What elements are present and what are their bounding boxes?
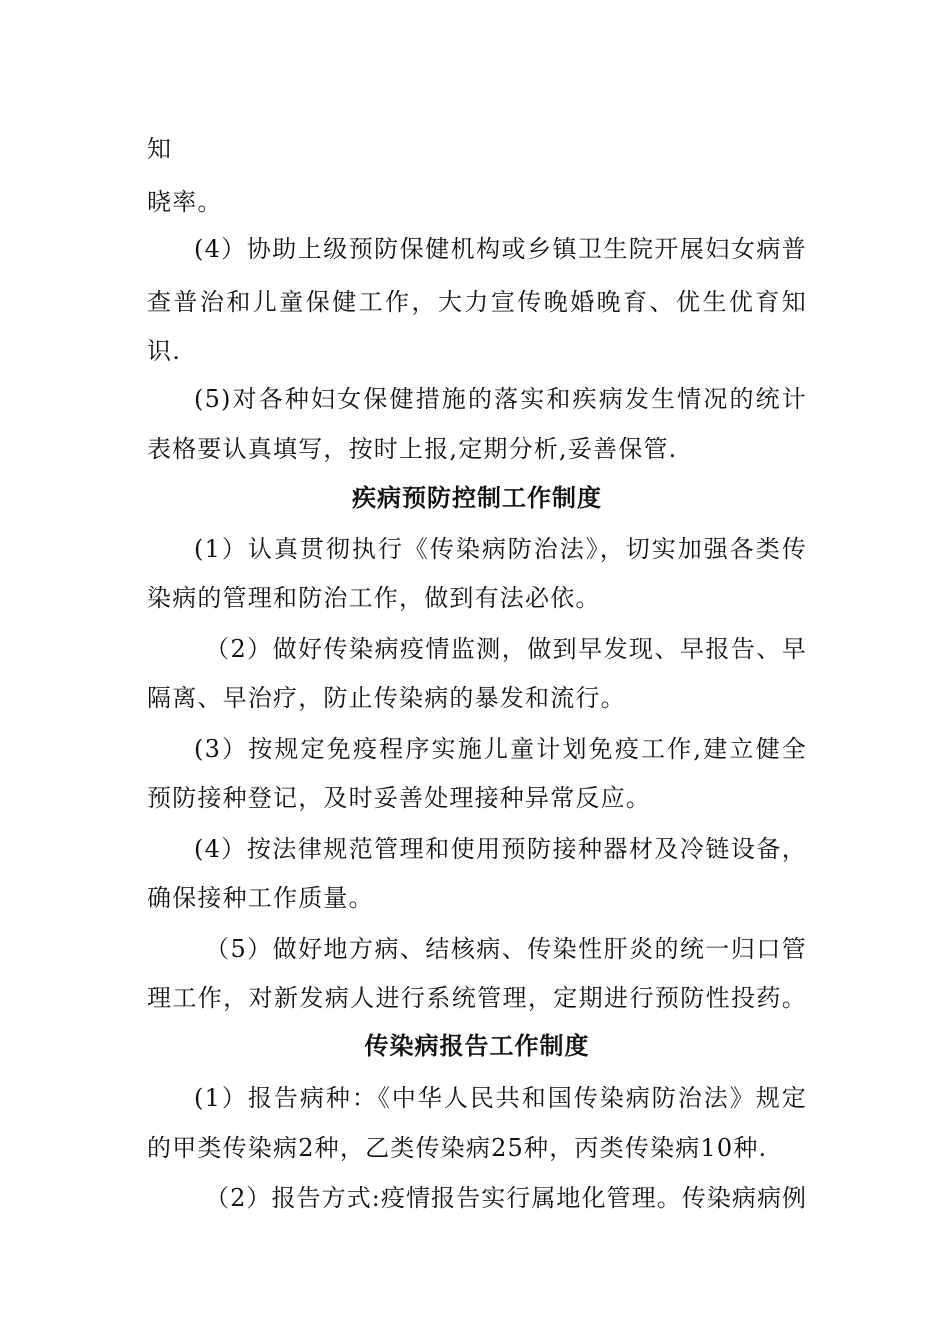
paragraph-start-line: (1）认真贯彻执行《传染病防治法》，切实加强各类传 (194, 535, 807, 563)
text-line: 知 (147, 135, 173, 163)
text-line: 的甲类传染病2种，乙类传染病25种，丙类传染病10种. (147, 1134, 768, 1162)
paragraph-start-line: （5）做好地方病、结核病、传染性肝炎的统一归口管 (205, 935, 807, 963)
text-line: 隔离、早治疗，防止传染病的暴发和流行。 (147, 684, 626, 712)
text-line: 表格要认真填写，按时上报,定期分析,妥善保管. (147, 435, 678, 463)
paragraph-start-line: (4）按法律规范管理和使用预防接种器材及冷链设备， (194, 835, 807, 863)
text-line: 确保接种工作质量。 (147, 884, 374, 912)
paragraph-start-line: (3）按规定免疫程序实施儿童计划免疫工作,建立健全 (194, 735, 807, 763)
paragraph-start-line: (4）协助上级预防保健机构或乡镇卫生院开展妇女病普 (194, 235, 807, 263)
paragraph-start-line: （2）报告方式:疫情报告实行属地化管理。传染病病例 (205, 1184, 807, 1212)
text-line: 识. (147, 337, 182, 365)
text-line: 预防接种登记，及时妥善处理接种异常反应。 (147, 784, 651, 812)
paragraph-start-line: （2）做好传染病疫情监测，做到早发现、早报告、早 (205, 635, 807, 663)
text-line: 染病的管理和防治工作，做到有法必依。 (147, 584, 601, 612)
paragraph-start-line: (5)对各种妇女保健措施的落实和疾病发生情况的统计 (194, 385, 807, 413)
text-line: 晓率。 (147, 188, 223, 216)
text-line: 查普治和儿童保健工作，大力宣传晚婚晚育、优生优育知 (147, 288, 807, 316)
text-line: 理工作，对新发病人进行系统管理，定期进行预防性投药。 (147, 984, 807, 1012)
section-heading: 传染病报告工作制度 (364, 1032, 590, 1060)
paragraph-start-line: (1）报告病种：《中华人民共和国传染病防治法》规定 (194, 1084, 807, 1112)
section-heading: 疾病预防控制工作制度 (352, 484, 602, 512)
